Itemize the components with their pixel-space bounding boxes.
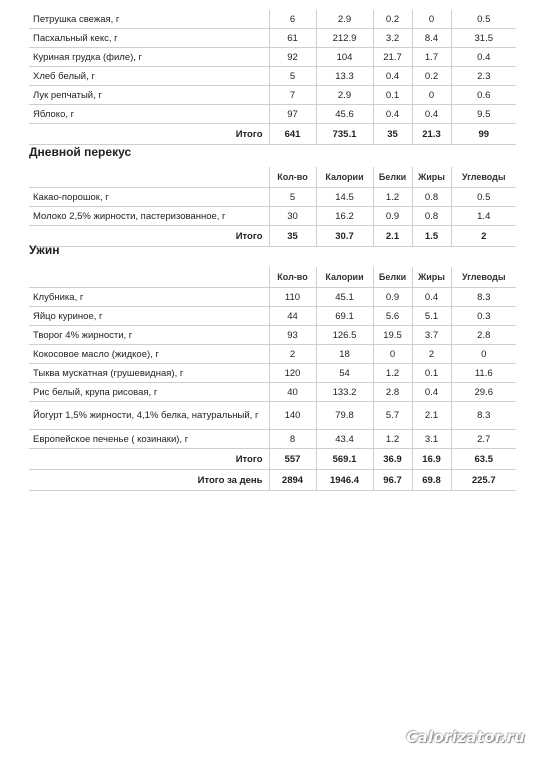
carbs-cell: 31.5 — [451, 29, 516, 48]
total-fat: 1.5 — [412, 226, 451, 247]
food-name: Пасхальный кекс, г — [29, 29, 269, 48]
protein-cell: 0.1 — [373, 86, 412, 105]
qty-cell: 140 — [269, 402, 316, 430]
header-fat: Жиры — [412, 167, 451, 188]
protein-cell: 3.2 — [373, 29, 412, 48]
qty-cell: 44 — [269, 307, 316, 326]
header-qty: Кол-во — [269, 267, 316, 288]
calories-cell: 18 — [316, 345, 373, 364]
table-row — [29, 430, 516, 449]
total-calories: 735.1 — [316, 124, 373, 145]
qty-cell: 8 — [269, 430, 316, 449]
fat-cell: 5.1 — [412, 307, 451, 326]
calories-cell: 212.9 — [316, 29, 373, 48]
table-row — [29, 48, 516, 67]
header-protein: Белки — [373, 267, 412, 288]
food-name: Молоко 2,5% жирности, пастеризованное, г — [29, 207, 269, 226]
fat-cell: 8.4 — [412, 29, 451, 48]
carbs-cell: 0.5 — [451, 188, 516, 207]
header-protein: Белки — [373, 167, 412, 188]
table-header-row — [29, 167, 516, 188]
fat-cell: 0 — [412, 10, 451, 29]
total-carbs: 99 — [451, 124, 516, 145]
carbs-cell: 2.8 — [451, 326, 516, 345]
carbs-cell: 9.5 — [451, 105, 516, 124]
carbs-cell: 8.3 — [451, 402, 516, 430]
snack-table — [29, 167, 516, 247]
protein-cell: 0.2 — [373, 10, 412, 29]
total-row — [29, 226, 516, 247]
qty-cell: 97 — [269, 105, 316, 124]
carbs-cell: 2.3 — [451, 67, 516, 86]
total-fat: 16.9 — [412, 449, 451, 470]
protein-cell: 19.5 — [373, 326, 412, 345]
calories-cell: 54 — [316, 364, 373, 383]
table-row — [29, 207, 516, 226]
fat-cell: 2 — [412, 345, 451, 364]
carbs-cell: 8.3 — [451, 288, 516, 307]
header-carbs: Углеводы — [451, 167, 516, 188]
fat-cell: 2.1 — [412, 402, 451, 430]
total-qty: 557 — [269, 449, 316, 470]
qty-cell: 120 — [269, 364, 316, 383]
carbs-cell: 0.3 — [451, 307, 516, 326]
calories-cell: 16.2 — [316, 207, 373, 226]
table-row — [29, 67, 516, 86]
total-fat: 21.3 — [412, 124, 451, 145]
table-row — [29, 105, 516, 124]
day-total-protein: 96.7 — [373, 470, 412, 491]
calories-cell: 69.1 — [316, 307, 373, 326]
carbs-cell: 1.4 — [451, 207, 516, 226]
dinner-section-title: Ужин — [29, 243, 60, 257]
fat-cell: 0.4 — [412, 383, 451, 402]
header-qty: Кол-во — [269, 167, 316, 188]
fat-cell: 0.4 — [412, 105, 451, 124]
total-carbs: 2 — [451, 226, 516, 247]
protein-cell: 0 — [373, 345, 412, 364]
qty-cell: 5 — [269, 188, 316, 207]
food-name: Какао-порошок, г — [29, 188, 269, 207]
calories-cell: 43.4 — [316, 430, 373, 449]
carbs-cell: 2.7 — [451, 430, 516, 449]
total-carbs: 63.5 — [451, 449, 516, 470]
table-row — [29, 402, 516, 430]
carbs-cell: 29.6 — [451, 383, 516, 402]
day-total-qty: 2894 — [269, 470, 316, 491]
carbs-cell: 0 — [451, 345, 516, 364]
carbs-cell: 11.6 — [451, 364, 516, 383]
header-blank — [29, 167, 269, 188]
day-total-label: Итого за день — [29, 470, 269, 491]
table-row — [29, 383, 516, 402]
calories-cell: 133.2 — [316, 383, 373, 402]
table-row — [29, 288, 516, 307]
food-name: Хлеб белый, г — [29, 67, 269, 86]
fat-cell: 0.8 — [412, 188, 451, 207]
total-label: Итого — [29, 226, 269, 247]
food-name: Яблоко, г — [29, 105, 269, 124]
food-name: Йогурт 1,5% жирности, 4,1% белка, натуральный, г — [29, 402, 269, 430]
food-name: Творог 4% жирности, г — [29, 326, 269, 345]
calories-cell: 2.9 — [316, 86, 373, 105]
day-total-row — [29, 470, 516, 491]
header-calories: Калории — [316, 167, 373, 188]
food-name: Петрушка свежая, г — [29, 10, 269, 29]
qty-cell: 61 — [269, 29, 316, 48]
qty-cell: 6 — [269, 10, 316, 29]
total-row — [29, 124, 516, 145]
total-label: Итого — [29, 124, 269, 145]
fat-cell: 0.4 — [412, 288, 451, 307]
protein-cell: 1.2 — [373, 188, 412, 207]
calories-cell: 13.3 — [316, 67, 373, 86]
day-total-carbs: 225.7 — [451, 470, 516, 491]
fat-cell: 3.1 — [412, 430, 451, 449]
total-calories: 569.1 — [316, 449, 373, 470]
food-name: Яйцо куриное, г — [29, 307, 269, 326]
calories-cell: 45.6 — [316, 105, 373, 124]
calories-cell: 79.8 — [316, 402, 373, 430]
food-name: Клубника, г — [29, 288, 269, 307]
fat-cell: 0.8 — [412, 207, 451, 226]
protein-cell: 5.6 — [373, 307, 412, 326]
qty-cell: 30 — [269, 207, 316, 226]
protein-cell: 21.7 — [373, 48, 412, 67]
calories-cell: 2.9 — [316, 10, 373, 29]
qty-cell: 7 — [269, 86, 316, 105]
day-total-fat: 69.8 — [412, 470, 451, 491]
total-calories: 30.7 — [316, 226, 373, 247]
header-fat: Жиры — [412, 267, 451, 288]
site-watermark: Calorizator.ru — [406, 728, 525, 746]
protein-cell: 1.2 — [373, 430, 412, 449]
total-qty: 641 — [269, 124, 316, 145]
qty-cell: 5 — [269, 67, 316, 86]
protein-cell: 0.9 — [373, 288, 412, 307]
table-row — [29, 86, 516, 105]
calories-cell: 14.5 — [316, 188, 373, 207]
protein-cell: 2.8 — [373, 383, 412, 402]
fat-cell: 3.7 — [412, 326, 451, 345]
total-label: Итого — [29, 449, 269, 470]
breakfast-table — [29, 10, 516, 145]
table-row — [29, 345, 516, 364]
calories-cell: 126.5 — [316, 326, 373, 345]
calories-cell: 45.1 — [316, 288, 373, 307]
fat-cell: 0 — [412, 86, 451, 105]
food-name: Кокосовое масло (жидкое), г — [29, 345, 269, 364]
fat-cell: 1.7 — [412, 48, 451, 67]
fat-cell: 0.2 — [412, 67, 451, 86]
table-row — [29, 307, 516, 326]
table-row — [29, 188, 516, 207]
protein-cell: 0.9 — [373, 207, 412, 226]
total-protein: 36.9 — [373, 449, 412, 470]
calories-cell: 104 — [316, 48, 373, 67]
qty-cell: 93 — [269, 326, 316, 345]
fat-cell: 0.1 — [412, 364, 451, 383]
food-name: Куриная грудка (филе), г — [29, 48, 269, 67]
food-name: Рис белый, крупа рисовая, г — [29, 383, 269, 402]
table-row — [29, 326, 516, 345]
header-calories: Калории — [316, 267, 373, 288]
protein-cell: 1.2 — [373, 364, 412, 383]
table-row — [29, 364, 516, 383]
qty-cell: 2 — [269, 345, 316, 364]
carbs-cell: 0.4 — [451, 48, 516, 67]
qty-cell: 92 — [269, 48, 316, 67]
qty-cell: 40 — [269, 383, 316, 402]
food-name: Европейское печенье ( козинаки), г — [29, 430, 269, 449]
total-protein: 2.1 — [373, 226, 412, 247]
header-blank — [29, 267, 269, 288]
carbs-cell: 0.5 — [451, 10, 516, 29]
total-row — [29, 449, 516, 470]
protein-cell: 5.7 — [373, 402, 412, 430]
table-row — [29, 29, 516, 48]
day-total-calories: 1946.4 — [316, 470, 373, 491]
snack-section-title: Дневной перекус — [29, 145, 132, 159]
food-name: Тыква мускатная (грушевидная), г — [29, 364, 269, 383]
food-name: Лук репчатый, г — [29, 86, 269, 105]
table-row — [29, 10, 516, 29]
dinner-table — [29, 267, 516, 491]
protein-cell: 0.4 — [373, 105, 412, 124]
header-carbs: Углеводы — [451, 267, 516, 288]
protein-cell: 0.4 — [373, 67, 412, 86]
carbs-cell: 0.6 — [451, 86, 516, 105]
qty-cell: 110 — [269, 288, 316, 307]
table-header-row — [29, 267, 516, 288]
total-protein: 35 — [373, 124, 412, 145]
total-qty: 35 — [269, 226, 316, 247]
